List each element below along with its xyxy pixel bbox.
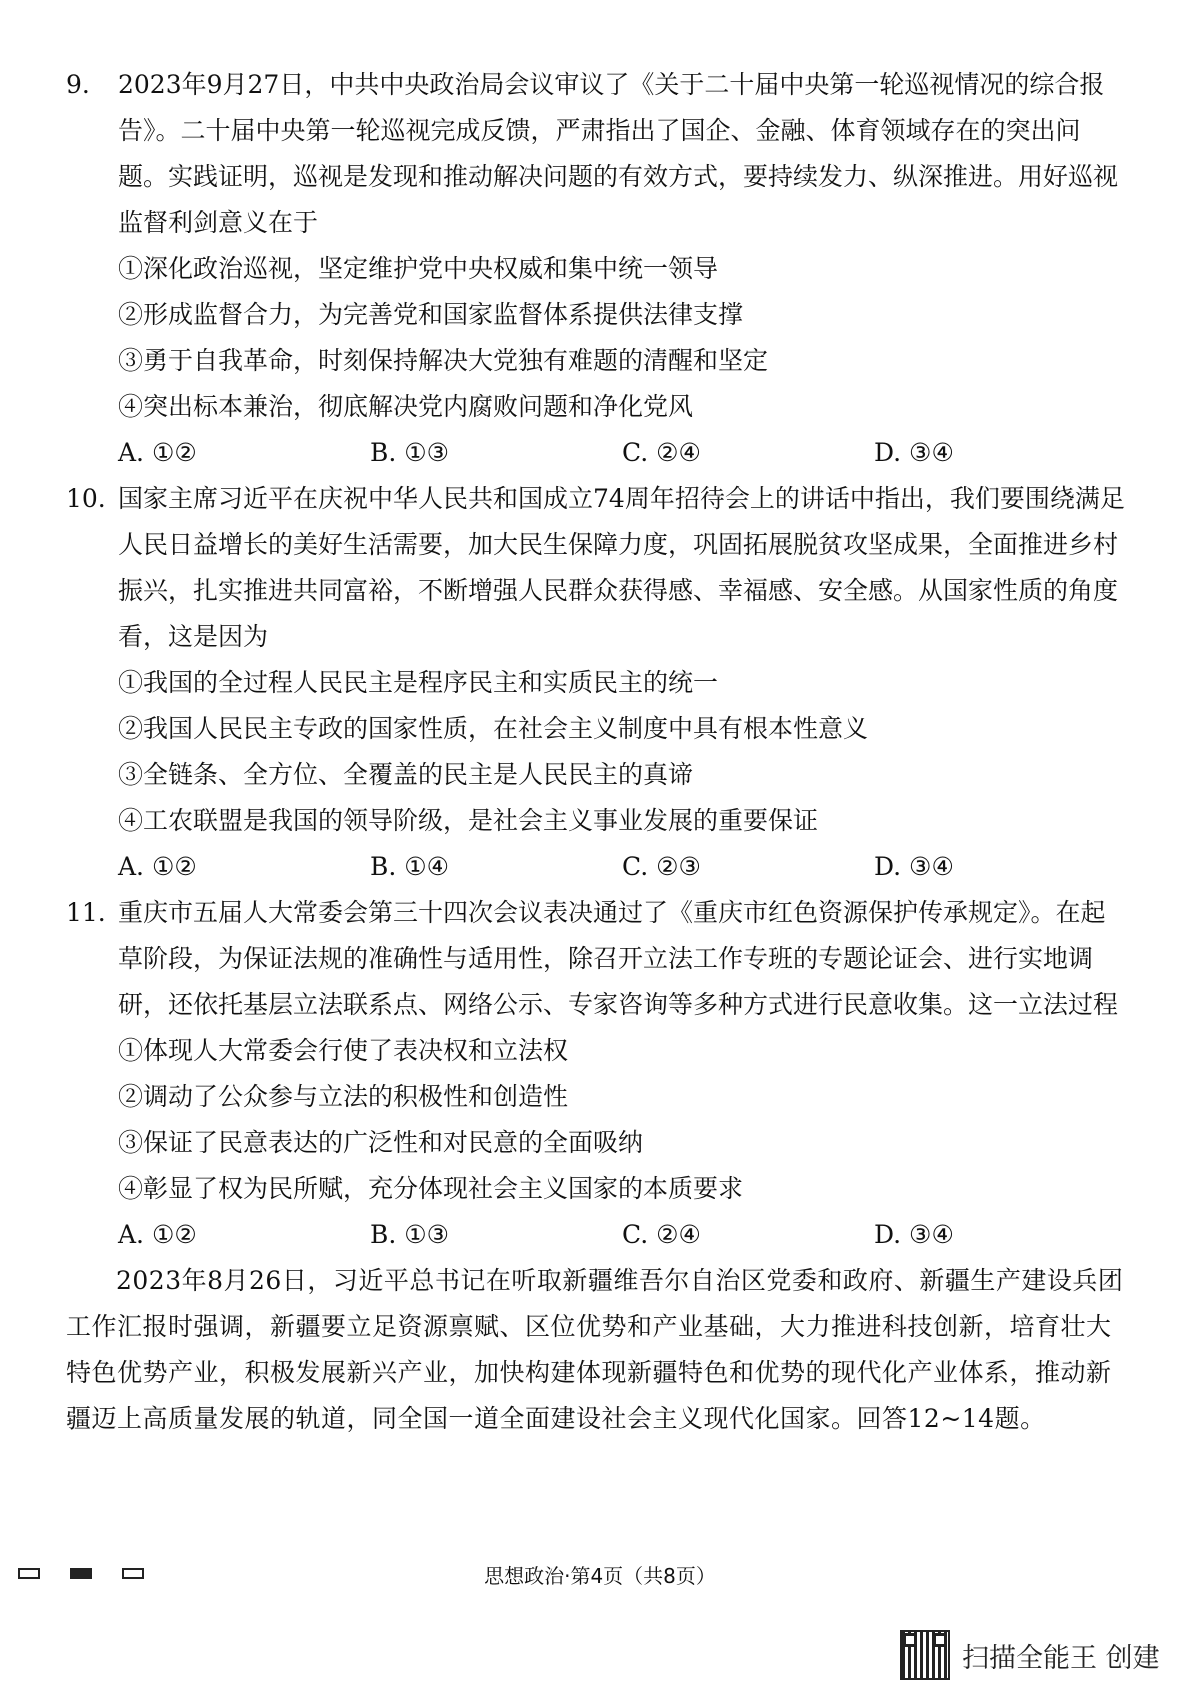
question-10 <box>66 476 1126 890</box>
question-number: 10. <box>66 484 106 513</box>
question-text: 国家主席习近平在庆祝中华人民共和国成立74周年招待会上的讲话中指出，我们要围绕满足人民日益增长的美好生活需要，加大民生保障力度，巩固拓展脱贫攻坚成果，全面推进乡村振兴，扎实推进共同富裕，不断增强人民群众获得感、幸福感、安全感。从国家性质的角度看，这是因为 <box>118 484 1125 651</box>
choice-a: A. ①② <box>118 1220 197 1249</box>
question-number: 11. <box>66 898 106 927</box>
statement-item: ④工农联盟是我国的领导阶级，是社会主义事业发展的重要保证 <box>118 806 819 835</box>
statement-item: ③勇于自我革命，时刻保持解决大党独有难题的清醒和坚定 <box>118 346 769 375</box>
statement-item: ④突出标本兼治，彻底解决党内腐败问题和净化党风 <box>118 392 694 421</box>
choice-a: A. ①② <box>118 852 197 881</box>
question-stem <box>66 476 1126 660</box>
statement-item: ①深化政治巡视，坚定维护党中央权威和集中统一领导 <box>118 254 719 283</box>
question-stem <box>66 62 1126 246</box>
question-9 <box>66 62 1126 476</box>
scanner-watermark <box>900 1628 1160 1682</box>
qr-code-icon <box>900 1630 950 1680</box>
statement-item: ②我国人民民主专政的国家性质，在社会主义制度中具有根本性意义 <box>118 714 869 743</box>
statement-list <box>66 660 1126 890</box>
scanner-label: 扫描全能王 创建 <box>962 1642 1160 1674</box>
answer-choices <box>118 844 1126 890</box>
question-text: 2023年9月27日，中共中央政治局会议审议了《关于二十届中央第一轮巡视情况的综合报告》。二十届中央第一轮巡视完成反馈，严肃指出了国企、金融、体育领域存在的突出问题。实践证明，巡视是发现和推动解决问题的有效方式，要持续发力、纵深推进。用好巡视监督利剑意义在于 <box>118 70 1119 237</box>
answer-choices <box>118 430 1126 476</box>
choice-b: B. ①④ <box>370 852 450 881</box>
choice-d: D. ③④ <box>874 1220 954 1249</box>
question-11 <box>66 890 1126 1258</box>
choice-c: C. ②④ <box>622 1220 701 1249</box>
page-footer <box>0 1558 1200 1592</box>
statement-list <box>66 1028 1126 1258</box>
page-content <box>66 62 1126 1442</box>
choice-c: C. ②④ <box>622 438 701 467</box>
question-text: 重庆市五届人大常委会第三十四次会议表决通过了《重庆市红色资源保护传承规定》。在起草阶段，为保证法规的准确性与适用性，除召开立法工作专班的专题论证会、进行实地调研，还依托基层立法联系点、网络公示、专家咨询等多种方式进行民意收集。这一立法过程 <box>118 898 1119 1019</box>
choice-c: C. ②③ <box>622 852 701 881</box>
statement-list <box>66 246 1126 476</box>
statement-item: ③保证了民意表达的广泛性和对民意的全面吸纳 <box>118 1128 644 1157</box>
statement-item: ②调动了公众参与立法的积极性和创造性 <box>118 1082 569 1111</box>
statement-item: ①体现人大常委会行使了表决权和立法权 <box>118 1036 569 1065</box>
page-number: 思想政治·第4页（共8页） <box>484 1564 716 1588</box>
statement-item: ③全链条、全方位、全覆盖的民主是人民民主的真谛 <box>118 760 694 789</box>
reading-material: 2023年8月26日，习近平总书记在听取新疆维吾尔自治区党委和政府、新疆生产建设兵团工作汇报时强调，新疆要立足资源禀赋、区位优势和产业基础，大力推进科技创新，培育壮大特色优势产业，积极发展新兴产业，加快构建体现新疆特色和优势的现代化产业体系，推动新疆迈上高质量发展的轨道，同全国一道全面建设社会主义现代化国家。回答12~14题。 <box>66 1266 1124 1433</box>
choice-d: D. ③④ <box>874 438 954 467</box>
statement-item: ④彰显了权为民所赋，充分体现社会主义国家的本质要求 <box>118 1174 744 1203</box>
question-number: 9. <box>66 70 90 99</box>
question-stem <box>66 890 1126 1028</box>
statement-item: ①我国的全过程人民民主是程序民主和实质民主的统一 <box>118 668 719 697</box>
choice-a: A. ①② <box>118 438 197 467</box>
choice-b: B. ①③ <box>370 1220 450 1249</box>
statement-item: ②形成监督合力，为完善党和国家监督体系提供法律支撑 <box>118 300 744 329</box>
choice-b: B. ①③ <box>370 438 450 467</box>
choice-d: D. ③④ <box>874 852 954 881</box>
answer-choices <box>118 1212 1126 1258</box>
